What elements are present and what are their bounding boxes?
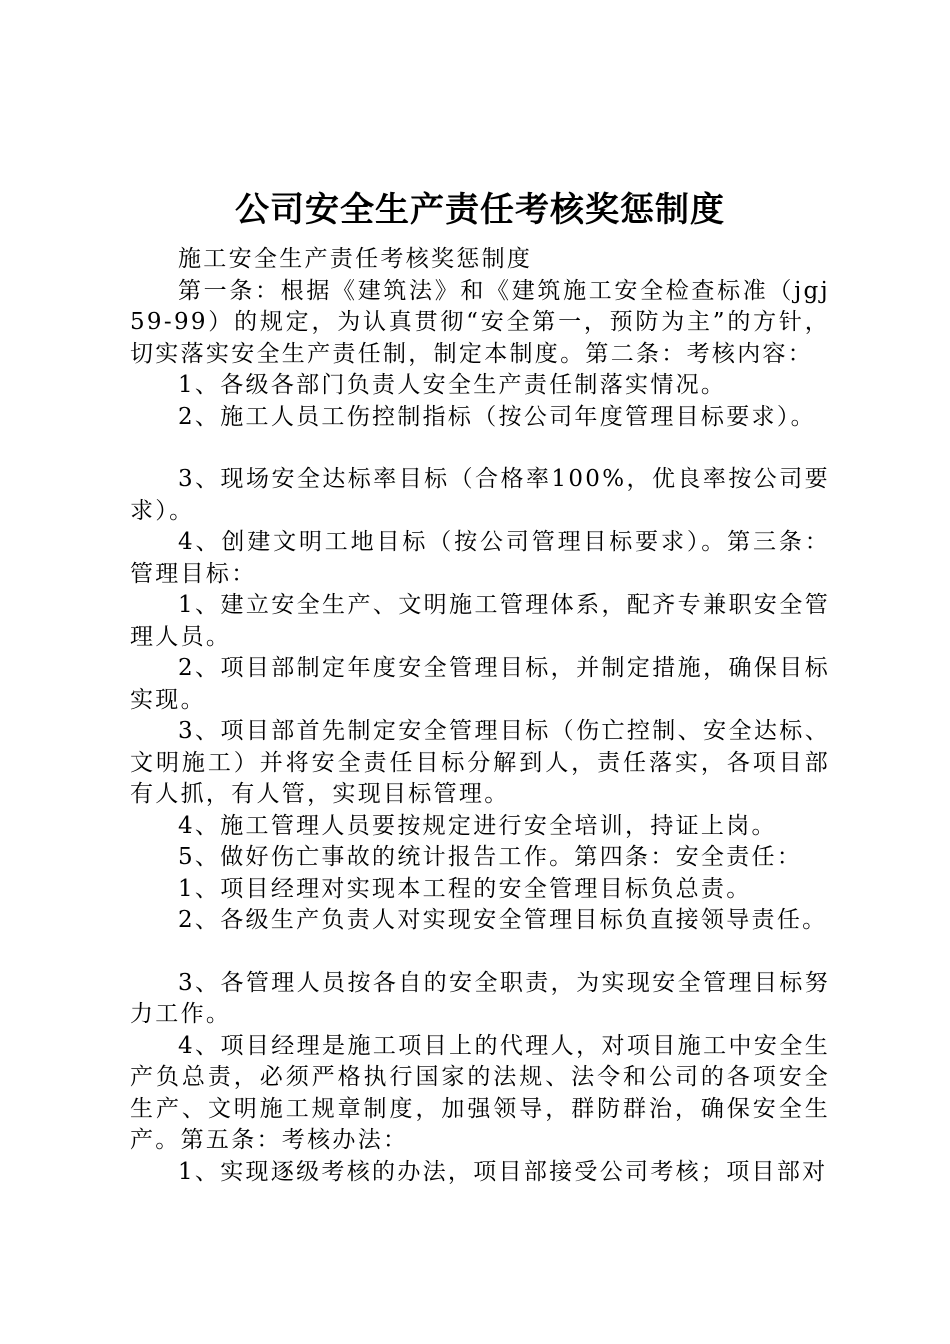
article-1-paragraph: 第一条：根据《建筑法》和《建筑施工安全检查标准（jgj59-99）的规定，为认真贯彻“安全第一，预防为主”的方针，切实落实安全生产责任制，制定本制度。第二条：考核内容： (130, 277, 830, 367)
assessment-item-3: 3、现场安全达标率目标（合格率100%，优良率按公司要求）。 (130, 466, 830, 524)
responsibility-item-2: 2、各级生产负责人对实现安全管理目标负直接领导责任。 (178, 907, 828, 933)
responsibility-item-1: 1、项目经理对实现本工程的安全管理目标负总责。 (178, 875, 752, 902)
goal-item-2: 2、项目部制定年度安全管理目标，并制定措施，确保目标实现。 (130, 655, 830, 713)
goal-item-4: 4、施工管理人员要按规定进行安全培训，持证上岗。 (178, 812, 777, 839)
goal-item-1: 1、建立安全生产、文明施工管理体系，配齐专兼职安全管理人员。 (130, 592, 830, 650)
blank-line (130, 937, 830, 968)
goal-item-3: 3、项目部首先制定安全管理目标（伤亡控制、安全达标、文明施工）并将安全责任目标分解到人，责任落实，各项目部有人抓，有人管，实现目标管理。 (130, 718, 830, 807)
responsibility-item-4: 4、项目经理是施工项目上的代理人，对项目施工中安全生产负总责，必须严格执行国家的法规、法令和公司的各项安全生产、文明施工规章制度，加强领导，群防群治，确保安全生产。第五条：考核办法： (130, 1032, 830, 1153)
blank-line (130, 433, 830, 464)
document-page (130, 188, 830, 1188)
assessment-item-4: 4、创建文明工地目标（按公司管理目标要求）。第三条：管理目标： (130, 529, 830, 587)
method-item-1: 1、实现逐级考核的办法，项目部接受公司考核；项目部对 (178, 1158, 828, 1185)
assessment-item-1: 1、各级各部门负责人安全生产责任制落实情况。 (178, 372, 727, 398)
document-title: 公司安全生产责任考核奖惩制度 (235, 190, 725, 230)
assessment-item-2: 2、施工人员工伤控制指标（按公司年度管理目标要求）。 (178, 403, 816, 430)
subtitle-paragraph: 施工安全生产责任考核奖惩制度 (178, 246, 533, 272)
goal-item-5: 5、做好伤亡事故的统计报告工作。第四条：安全责任： (178, 844, 803, 870)
responsibility-item-3: 3、各管理人员按各自的安全职责，为实现安全管理目标努力工作。 (130, 969, 830, 1027)
